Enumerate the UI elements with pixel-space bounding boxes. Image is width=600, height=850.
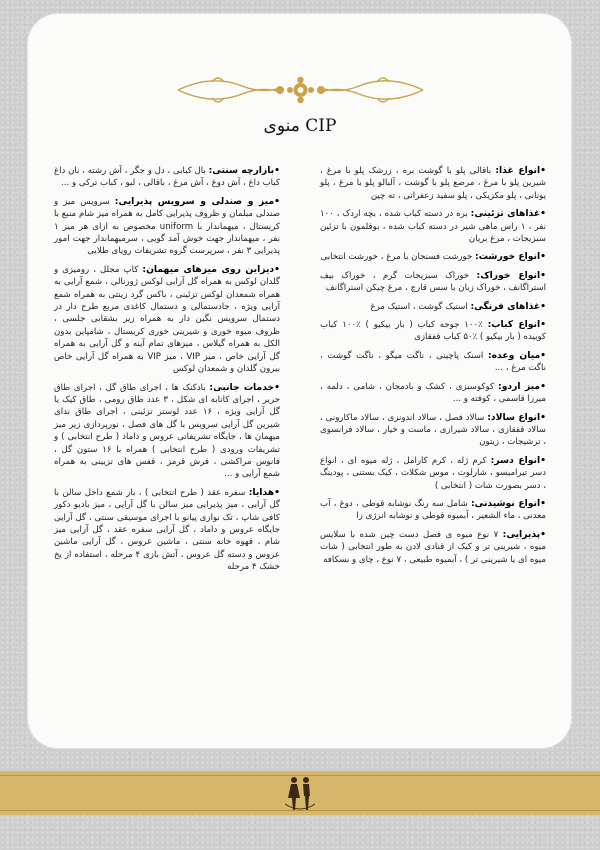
section-text: بال کبابی ، دل و جگر ، آش رشته ، نان داغ کباب داغ ، آش دوغ ، آش مرغ ، باقالی ، لبو ، کباب ترکی و ...: [54, 166, 280, 189]
section-text: سالاد فصل ، سالاد اندونزی ، سالاد ماکارونی ، سالاد قفقازی ، سالاد شیرازی ، ماست و خیار ، سالاد فرانسوی ، ترشیجات ، زیتون: [320, 412, 546, 448]
menu-section: [54, 165, 280, 190]
section-heading: •دیزاین روی میزهای میهمان:: [142, 263, 280, 275]
menu-section: [54, 487, 280, 574]
menu-section: [320, 165, 546, 202]
section-text: ٪۱۰۰ جوجه کباب ( بار بیکیو ) ٪۱۰۰ کباب کوبیده ( بار بیکیو ) ٪۵۰ کباب قفقازی: [320, 320, 546, 343]
left-column: [54, 165, 280, 580]
section-heading: •انواع خورشت:: [475, 251, 546, 263]
section-heading: •انواع غذا:: [495, 165, 547, 176]
section-heading: •میز اردو:: [498, 380, 546, 392]
section-heading: •پذیرایی:: [502, 528, 547, 540]
section-text: خوراک سبزیجات گرم ، خوراک بیف استراگانف ، خوراک زبان با سس قارچ ، مرغ چیکن استراگانف: [320, 270, 546, 294]
section-text: بادکنک ها ، اجرای طاق گل ، اجرای طاق حریر ، اجرای کاتابه ای شکل ، ۳ عدد طاق رومی ، طاق کیک یا گل آرایی ویژه ، ۱۶ عدد لوستر تزئینی ، اجرای طاق ندای شیرین گل آرایی سرویس با گل های فصل ، نورپردازی زیر میز میهمان ها ، جایگاه تشریفاتی عروس و داماد ( طرح انتخابی ) و تشریفات ورودی ( طرح انتخابی ) همراه با ۱۶ ستون گل ، فانوس مراکشی ، فرش قرمز ، قفس های تزیینی به همراه شمع آرایی و ...: [54, 382, 280, 480]
section-heading: •بازارچه سنتی:: [208, 165, 280, 176]
section-text: کوکوسبزی ، کشک و بادمجان ، شامی ، دلمه ، میرزا قاسمی ، کوفته و ...: [320, 381, 546, 405]
section-text: کاپ مجلل ، رومیزی و گلدان لوکس به همراه گل آرایی لوکس ژورنالی ، شمع آرایی به همراه شمعدان لوکس تزئینی ، باکس گرد زینتی به همراه شمع آرایی ویژه ، جادستمالی و دستمال کاغذی مربع طرح دار در دستمال سرویس نگین دار به همراه زیر بشقابی جلسی ، ظروف میوه خوری و شیرینی خوری کریستال ، شامپاین بدون الکل به همراه گیلاس ، میزهای تمام آینه و گل آرایی به همراه گل آرایی خاص ، میز VIP ، میز VIP به همراه گل آرایی خاص بیرون گلدان و شمعدان لوکس: [54, 264, 280, 375]
section-heading: •میان وعده:: [487, 349, 547, 361]
section-text: کرم ژله ، کرم کارامل ، ژله میوه ای ، انواع دسر تیرامیسو ، شارلوت ، موس شکلات ، کیک بستنی ، پودینگ ، دسر بصورت شات ( انتخابی ): [320, 455, 546, 491]
menu-section: [320, 270, 546, 295]
menu-section: [320, 381, 546, 406]
section-heading: •انواع خوراک:: [476, 269, 546, 281]
menu-section: [320, 455, 546, 492]
section-text: باقالی پلو با گوشت بره ، زرشک پلو با مرغ ، شیرین پلو با مرغ ، مرصع پلو با گوشت ، آلبالو پلو با مرغ ، پلو یونانی ، پلو مکزیکی ، پلو سفید زعفرانی ، ته چین: [320, 166, 546, 201]
section-heading: •انواع دسر:: [490, 454, 547, 466]
section-text: سفره عقد ( طرح انتخابی ) ، بار شمع داخل سالن با گل آرایی ، میز پذیرایی میز سالن با گل آرایی ، میز بادیو دکور کافی شاپ ، تک نوازی پیانو با اجرای موسیقی سنتی ، گل آرایی جایگاه عروس و داماد ، گل آرایی سفره عقد ، گل آرایی میز شام ، قهوه خانه سنتی ، ماشین عروس ، گل آرایی ماشین عروس و دسته گل عروس ، آتش بازی ۴ مرحله ، استفاده از یخ خشک ۴ مرحله: [54, 487, 281, 573]
section-text: بره در دسته کباب شده ، بچه اردک ، ۱۰۰ نفر ، ۱ راس ماهی شیر در دسته کباب شده ، بوقلمون با تزئین سبزیجات ، مرغ بریان: [320, 209, 546, 245]
section-text: استیک گوشت ، استیک مرغ: [370, 301, 468, 312]
section-text: ۷ نوع میوه ی فصل دست چین شده با سلایس میوه ، شیرینی تر و کیک از قنادی لادن به طور انتخابی ( شات میوه ای یا شیرینی تر ) ، آبمیوه طبیعی ، ۷ نوع ، چای و نسکافه: [320, 529, 546, 565]
section-heading: •انواع کباب:: [487, 319, 547, 331]
section-heading: •غذاهای تزئینی:: [470, 208, 546, 220]
menu-section: [320, 498, 546, 523]
menu-section: [320, 251, 546, 263]
menu-section: [54, 196, 280, 258]
section-heading: •انواع نوشیدنی:: [470, 497, 546, 509]
menu-section: [320, 208, 546, 245]
menu-section: [320, 301, 546, 313]
menu-section: [320, 350, 546, 375]
couple-silhouette-logo-icon: [281, 774, 319, 814]
section-heading: •خدمات جانبی:: [209, 381, 280, 393]
menu-section: [320, 412, 546, 449]
right-column: [320, 165, 546, 572]
menu-section: [54, 382, 280, 481]
section-heading: •میز و صندلی و سرویس پذیرایی:: [114, 195, 280, 207]
section-heading: •انواع سالاد:: [487, 411, 546, 423]
section-text: سرویس میز و صندلی مبلمان و ظروف پذیرایی کامل به همراه میز شام منبع با کریستال ، میهماندار با uniform مخصوص به ازای هر میز ۱ نفر ، میهماندار جهت خوش آمد گویی ، سرمیهماندار جهت امور پذیرایی ۳ نفر ، سرپرست گروه تشریفات رویای طلایی: [54, 196, 280, 257]
section-text: اسنک پاچینی ، ناگت میگو ، ناگت گوشت ، ناگت مرغ ، ...: [320, 350, 546, 374]
gold-floral-divider-icon: [172, 70, 429, 110]
page-title: منوی CIP: [263, 116, 337, 136]
section-heading: •هدایا:: [248, 486, 280, 498]
menu-section: [320, 529, 546, 566]
section-text: خورشت فسنجان با مرغ ، خورشت انتخابی: [320, 252, 473, 263]
menu-section: [320, 319, 546, 344]
section-text: شامل سه رنگ نوشابه قوطی ، دوغ ، آب معدنی ، ماء الشعیر ، آبمیوه قوطی و نوشابه انرژی زا: [320, 498, 546, 522]
menu-section: [54, 264, 280, 376]
section-heading: •غذاهای فرنگی:: [470, 300, 546, 312]
